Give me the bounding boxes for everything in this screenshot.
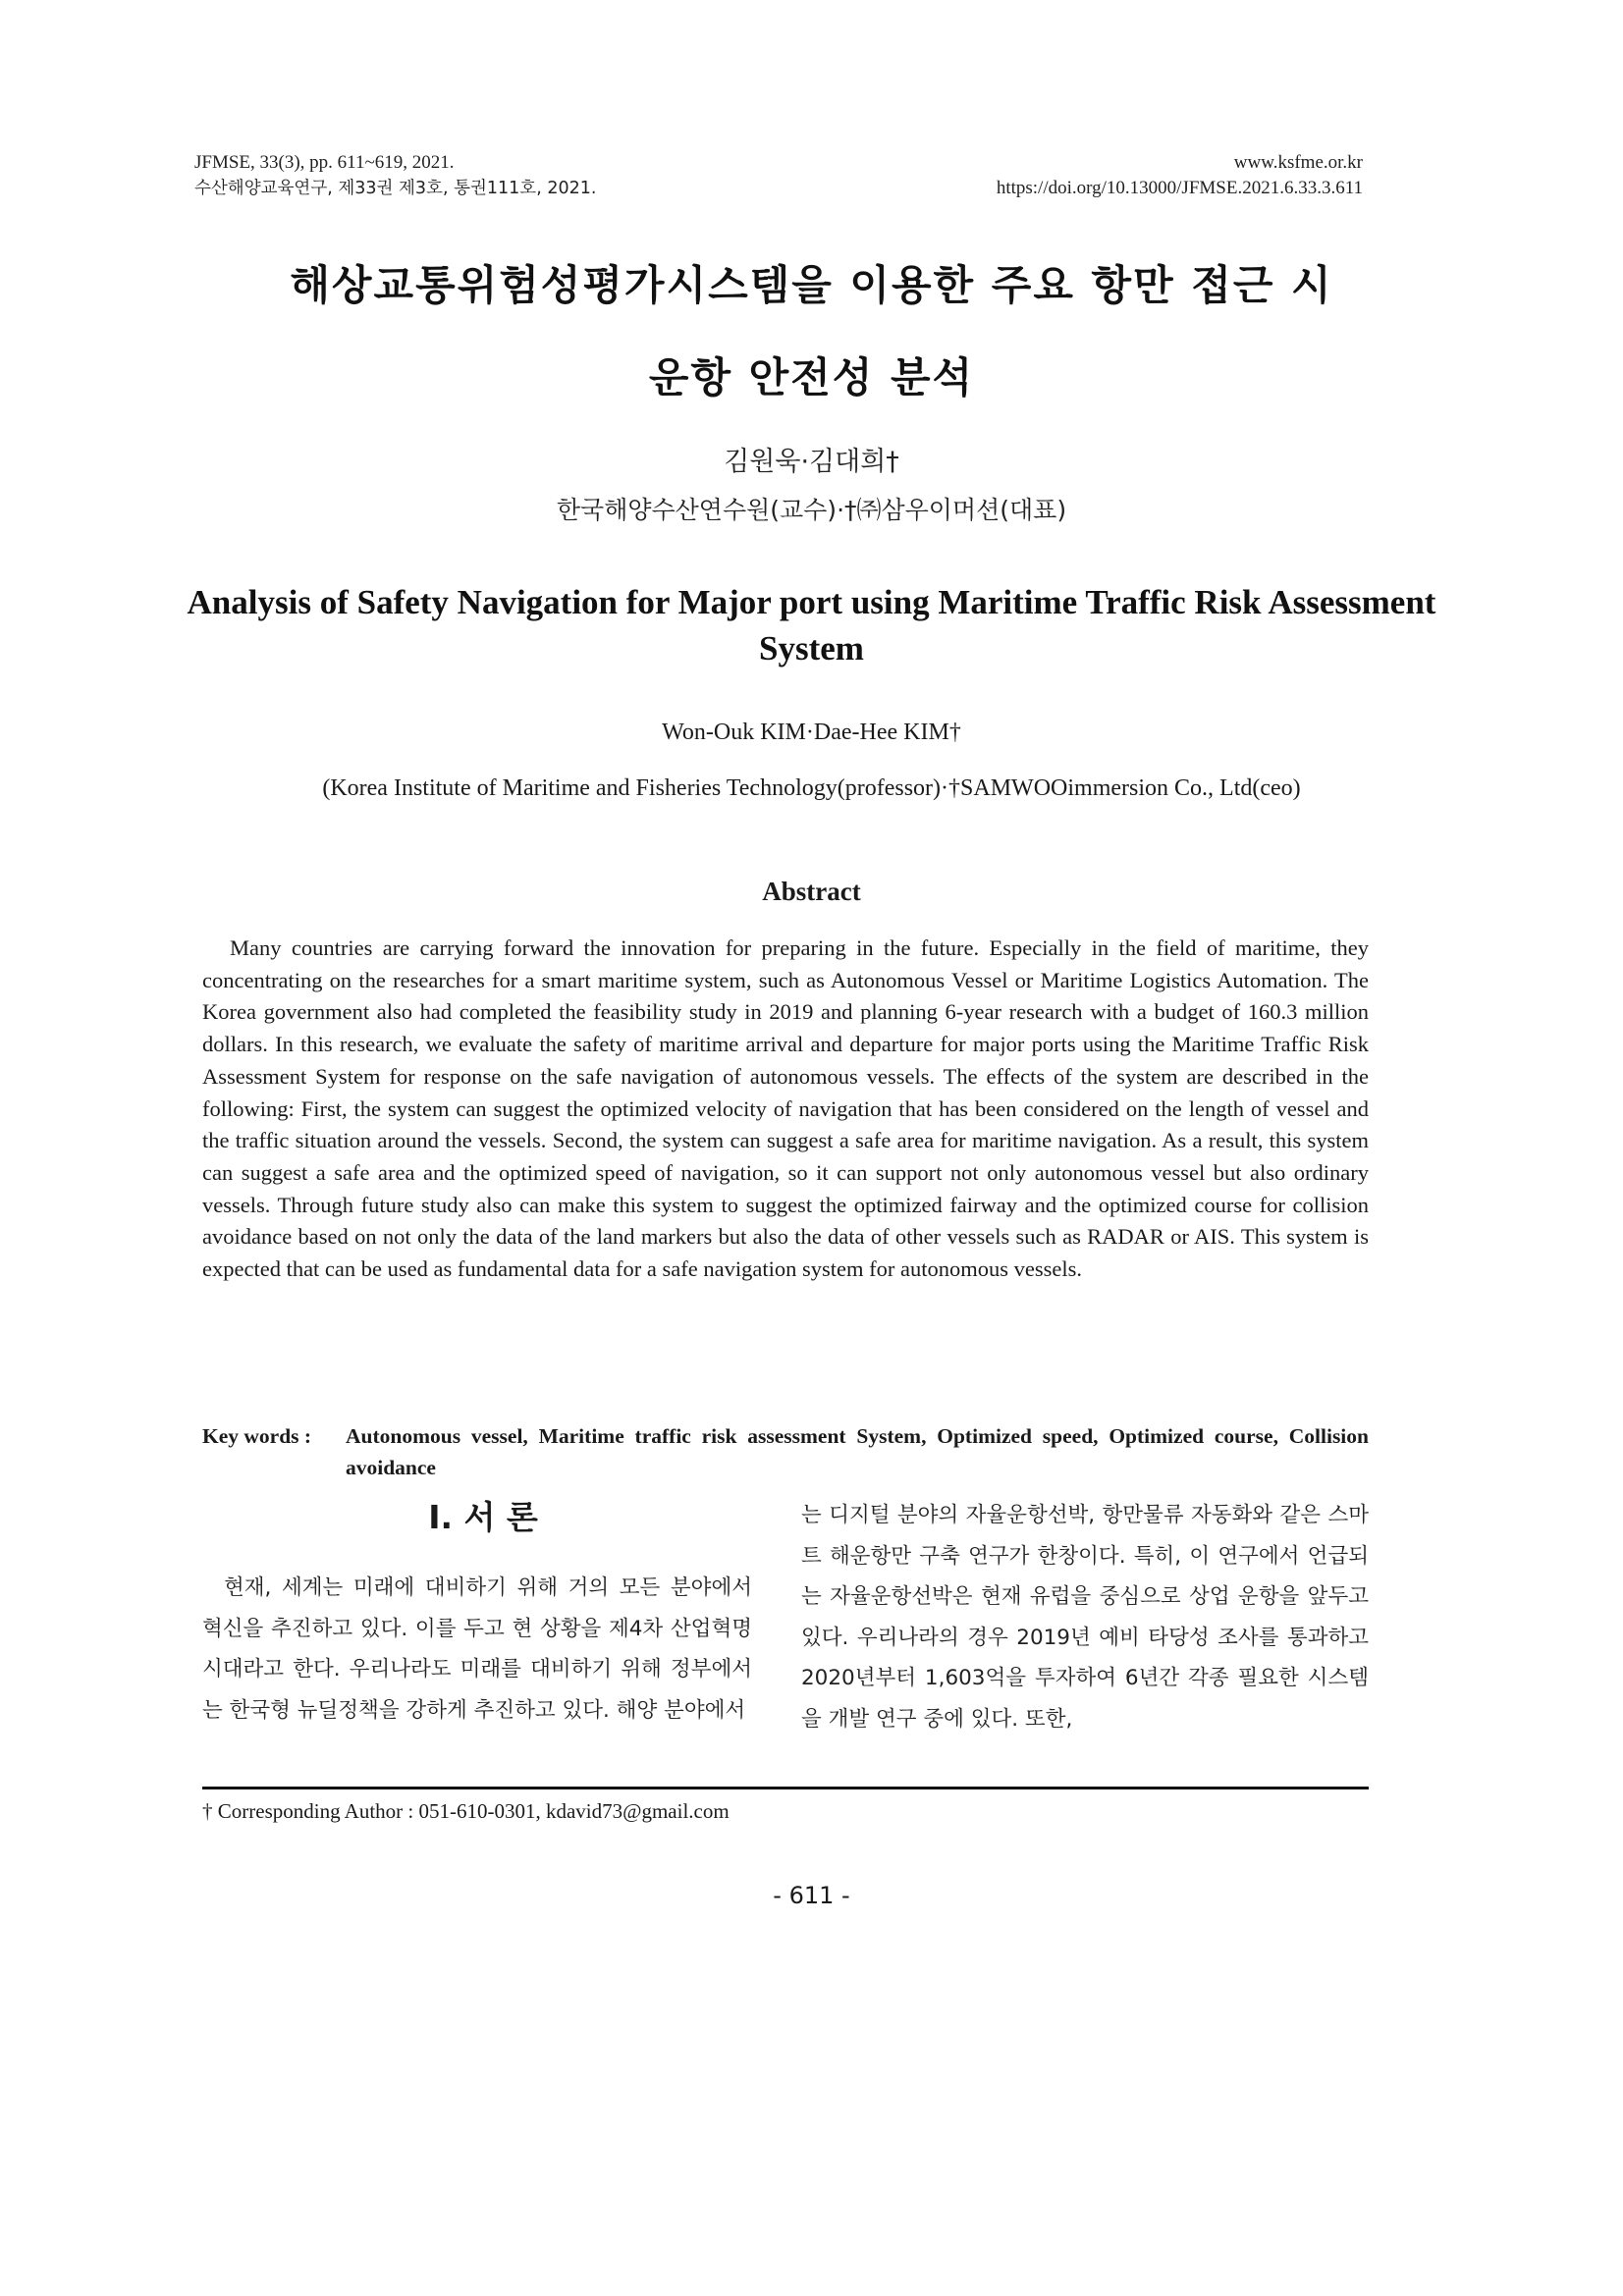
journal-line-en: JFMSE, 33(3), pp. 611~619, 2021. — [194, 152, 455, 173]
journal-links — [864, 150, 1363, 201]
abstract-heading: Abstract — [762, 877, 861, 906]
footnote-divider — [202, 1787, 1369, 1789]
journal-citation — [194, 150, 882, 201]
authors-en: Won-Ouk KIM·Dae-Hee KIM† — [662, 720, 961, 745]
keywords-label: Key words : — [202, 1424, 312, 1448]
authors-ko: 김원욱·김대희† — [724, 447, 899, 477]
abstract-body: Many countries are carrying forward the innovation for preparing in the future. Especially in the field of maritime, they concentrating on the researches for a smart maritime system, such as Autonomous Vessel or Maritime Logistics Automation. The Korea government also had completed the feasibility study in 2019 and planning 6-year research with a budget of 160.3 million dollars. In this research, we evaluate the safety of maritime arrival and departure for major ports using the Maritime Traffic Risk Assessment System for response on the safe navigation of autonomous vessels. The effects of the system are described in the following: First, the system can suggest the optimized velocity of navigation that has been considered on the length of vessel and the traffic situation around the vessels. Second, the system can suggest a safe area for maritime navigation. As a result, this system can suggest a safe area and the optimized speed of navigation, so it can support not only autonomous vessel but also ordinary vessels. Through future study also can make this system to suggest the optimized fairway and the optimized course for collision avoidance based on not only the data of the land markers but also the data of other vessels such as RADAR or AIS. This system is expected that can be used as fundamental data for a safe navigation system for autonomous vessels. — [202, 935, 1369, 1282]
title-ko-line2: 운항 안전성 분석 — [648, 353, 975, 401]
doi-link[interactable]: https://doi.org/10.13000/JFMSE.2021.6.33.3.611 — [996, 178, 1363, 198]
title-en: Analysis of Safety Navigation for Major port using Maritime Traffic Risk Assessment System — [187, 583, 1436, 667]
affiliation-ko: 한국해양수산연수원(교수)·†㈜삼우이머션(대표) — [556, 496, 1067, 524]
title-ko-line1: 해상교통위험성평가시스템을 이용한 주요 항만 접근 시 — [290, 261, 1333, 309]
keywords-text: Autonomous vessel, Maritime traffic risk assessment System, Optimized speed, Optimized course, Collision avoidance — [346, 1424, 1369, 1479]
footnote: † Corresponding Author : 051-610-0301, kdavid73@gmail.com — [202, 1799, 730, 1823]
affiliation-en: (Korea Institute of Maritime and Fisheries Technology(professor)·†SAMWOOimmersion Co., Ltd(ceo) — [322, 775, 1301, 801]
website-link[interactable]: www.ksfme.or.kr — [1233, 152, 1363, 173]
body-column-left: 현재, 세계는 미래에 대비하기 위해 거의 모든 분야에서 혁신을 추진하고 있다. 이를 두고 현 상황을 제4차 산업혁명시대라고 한다. 우리나라도 미래를 대비하기 위해 정부에서는 한국형 뉴딜정책을 강하게 추진하고 있다. 해양 분야에서 — [202, 1575, 752, 1723]
section-heading: Ⅰ. 서 론 — [428, 1498, 538, 1536]
body-column-right: 는 디지털 분야의 자율운항선박, 항만물류 자동화와 같은 스마트 해운항만 구축 연구가 한창이다. 특히, 이 연구에서 언급되는 자율운항선박은 현재 유럽을 중심으로 상업 운항을 앞두고 있다. 우리나라의 경우 2019년 예비 타당성 조사를 통과하고 2020년부터 1,603억을 투자하여 6년간 각종 필요한 시스템을 개발 연구 중에 있다. 또한, — [801, 1503, 1369, 1732]
journal-line-ko: 수산해양교육연구, 제33권 제3호, 통권111호, 2021. — [194, 179, 597, 198]
page-number: - 611 - — [773, 1882, 850, 1909]
